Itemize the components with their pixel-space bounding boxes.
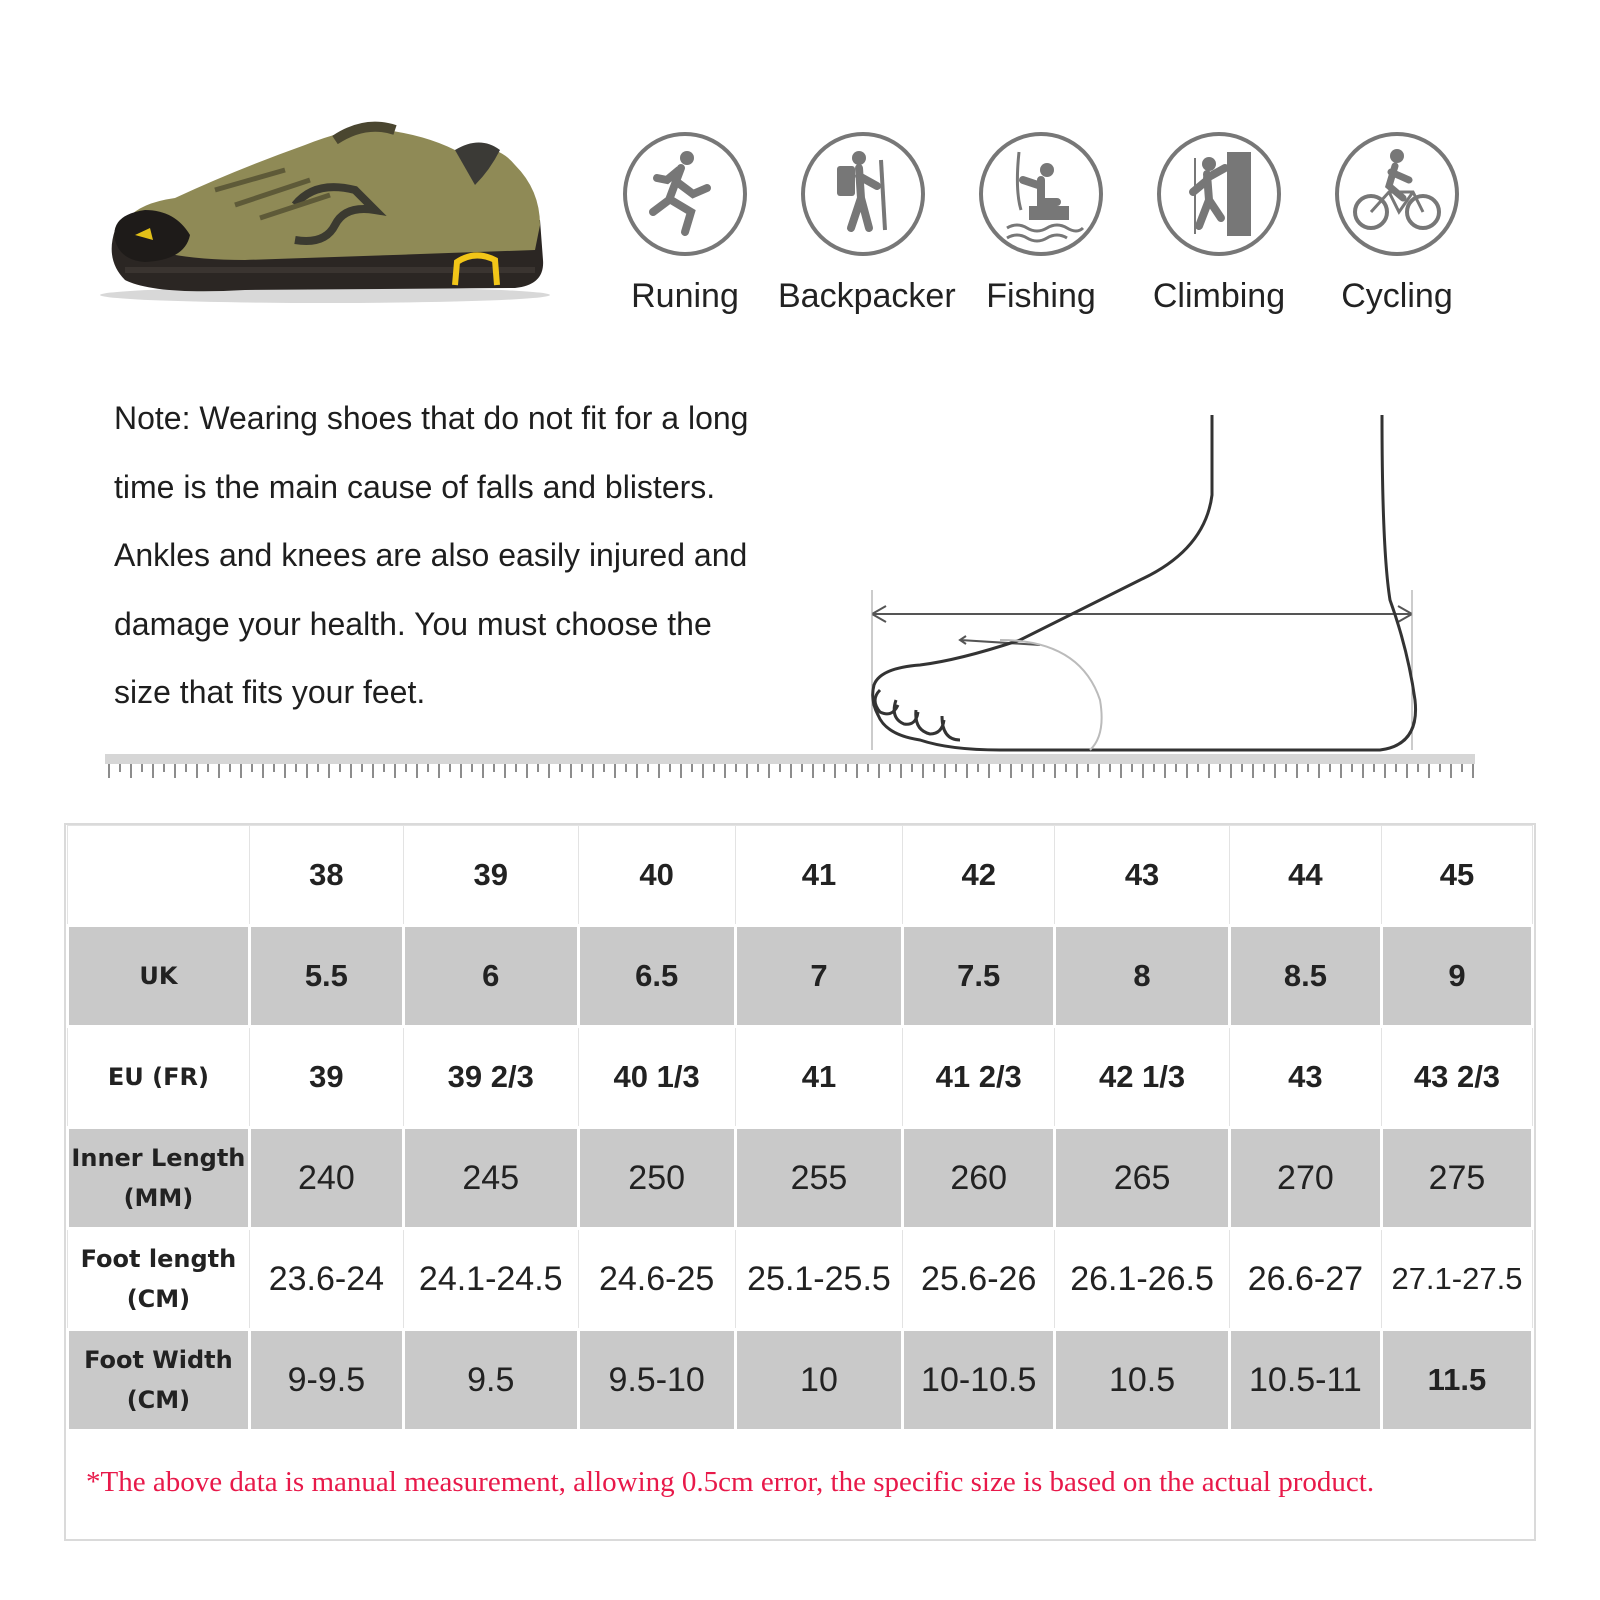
shoe-image	[95, 110, 565, 310]
table-cell: 39	[249, 1027, 403, 1128]
foot-length-row	[68, 1229, 1533, 1330]
table-cell: 42 1/3	[1055, 1027, 1230, 1128]
activity-label: Backpacker	[778, 277, 956, 315]
size-header-cell: 44	[1229, 826, 1381, 926]
climbing-icon	[1155, 130, 1283, 258]
foot-width-row	[68, 1330, 1533, 1431]
note-line: time is the main cause of falls and blisters.	[114, 468, 716, 505]
table-cell: 240	[249, 1128, 403, 1229]
size-chart	[64, 823, 1536, 1541]
table-cell: 25.6-26	[903, 1229, 1055, 1330]
size-header-cell: 45	[1381, 826, 1532, 926]
table-cell: 8	[1055, 926, 1230, 1027]
table-cell: 10	[735, 1330, 902, 1431]
size-header-cell: 39	[403, 826, 578, 926]
table-cell: 260	[903, 1128, 1055, 1229]
table-cell: 41 2/3	[903, 1027, 1055, 1128]
table-cell: 250	[578, 1128, 735, 1229]
activity-label: Fishing	[986, 277, 1096, 315]
table-cell: 6.5	[578, 926, 735, 1027]
row-label-line: Foot Width	[84, 1346, 233, 1374]
table-cell: 255	[735, 1128, 902, 1229]
row-label	[68, 1330, 250, 1431]
activity-running	[600, 130, 770, 316]
table-cell: 270	[1229, 1128, 1381, 1229]
table-cell: 24.6-25	[578, 1229, 735, 1330]
size-header-cell: 41	[735, 826, 902, 926]
table-cell: 23.6-24	[249, 1229, 403, 1330]
row-label: UK	[68, 926, 250, 1027]
table-cell: 27.1-27.5	[1381, 1229, 1532, 1330]
table-cell: 40 1/3	[578, 1027, 735, 1128]
table-cell: 11.5	[1381, 1330, 1532, 1431]
foot-measurement-diagram	[860, 400, 1460, 780]
table-cell: 8.5	[1229, 926, 1381, 1027]
table-cell: 24.1-24.5	[403, 1229, 578, 1330]
fishing-icon	[977, 130, 1105, 258]
row-label-line: Foot length	[80, 1245, 237, 1273]
table-cell: 275	[1381, 1128, 1532, 1229]
table-cell: 9	[1381, 926, 1532, 1027]
size-table	[66, 825, 1534, 1432]
note-line: Ankles and knees are also easily injured and	[114, 537, 748, 573]
note-line: size that fits your feet.	[114, 674, 426, 710]
row-label-line: (MM)	[123, 1184, 194, 1212]
row-label-line: Inner Length	[71, 1144, 246, 1172]
row-label-line: (CM)	[126, 1386, 191, 1414]
activity-label: Cycling	[1341, 277, 1453, 315]
table-cell: 26.6-27	[1229, 1229, 1381, 1330]
table-cell: 245	[403, 1128, 578, 1229]
row-label-line: (CM)	[126, 1285, 191, 1313]
size-header-cell: 43	[1055, 826, 1230, 926]
activity-label: Climbing	[1152, 277, 1286, 315]
table-cell: 10-10.5	[903, 1330, 1055, 1431]
size-header-row	[68, 826, 1533, 926]
row-label	[68, 1128, 250, 1229]
backpacker-icon	[799, 130, 927, 258]
note-line: Note: Wearing shoes that do not fit for a long	[114, 400, 749, 436]
table-cell: 265	[1055, 1128, 1230, 1229]
table-cell: 9-9.5	[249, 1330, 403, 1431]
note-text	[114, 384, 834, 727]
table-cell: 7	[735, 926, 902, 1027]
row-label	[68, 1229, 250, 1330]
table-cell: 43	[1229, 1027, 1381, 1128]
table-cell: 7.5	[903, 926, 1055, 1027]
cycling-icon	[1333, 130, 1461, 258]
uk-size-row	[68, 926, 1533, 1027]
table-cell: 10.5-11	[1229, 1330, 1381, 1431]
size-header-cell: 38	[249, 826, 403, 926]
size-header-cell: 42	[903, 826, 1055, 926]
table-cell: 9.5	[403, 1330, 578, 1431]
activity-label: Runing	[631, 277, 739, 315]
table-cell: 25.1-25.5	[735, 1229, 902, 1330]
header-blank-cell	[68, 826, 250, 926]
table-cell: 39 2/3	[403, 1027, 578, 1128]
eu-size-row	[68, 1027, 1533, 1128]
activity-backpacker	[778, 130, 956, 316]
table-cell: 5.5	[249, 926, 403, 1027]
table-cell: 26.1-26.5	[1055, 1229, 1230, 1330]
activity-climbing	[1134, 130, 1304, 316]
table-cell: 43 2/3	[1381, 1027, 1532, 1128]
table-cell: 9.5-10	[578, 1330, 735, 1431]
table-cell: 6	[403, 926, 578, 1027]
row-label: EU (FR)	[68, 1027, 250, 1128]
activity-cycling	[1312, 130, 1482, 316]
inner-length-row	[68, 1128, 1533, 1229]
disclaimer-footnote: *The above data is manual measurement, allowing 0.5cm error, the specific size is based on the actual product.	[86, 1466, 1375, 1498]
table-cell: 41	[735, 1027, 902, 1128]
measuring-ruler	[105, 752, 1475, 800]
table-cell: 10.5	[1055, 1330, 1230, 1431]
activity-fishing	[956, 130, 1126, 316]
note-line: damage your health. You must choose the	[114, 605, 712, 642]
running-icon	[621, 130, 749, 258]
size-header-cell: 40	[578, 826, 735, 926]
